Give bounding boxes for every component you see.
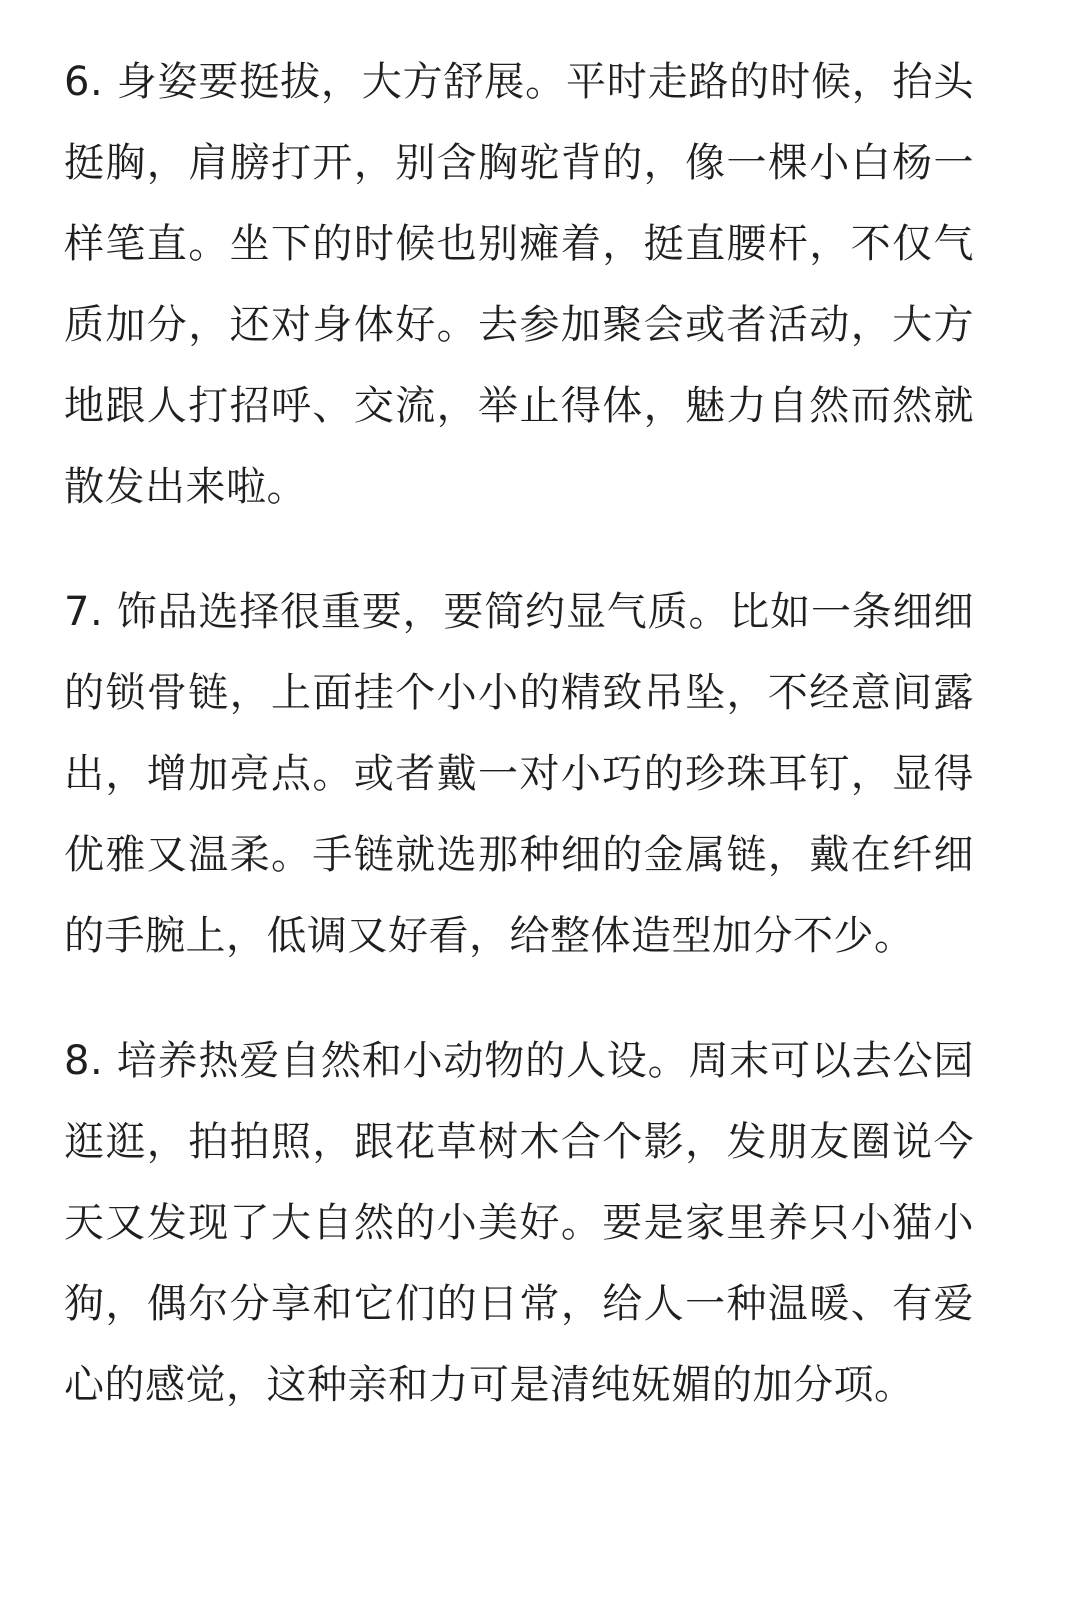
article-body <box>64 42 974 1426</box>
paragraph-tip-7: 7. 饰品选择很重要，要简约显气质。比如一条细细的锁骨链，上面挂个小小的精致吊坠，不经意间露出，增加亮点。或者戴一对小巧的珍珠耳钉，显得优雅又温柔。手链就选那种细的金属链，戴在纤细的手腕上，低调又好看，给整体造型加分不少。 <box>64 589 974 959</box>
paragraph-tip-8: 8. 培养热爱自然和小动物的人设。周末可以去公园逛逛，拍拍照，跟花草树木合个影，发朋友圈说今天又发现了大自然的小美好。要是家里养只小猫小狗，偶尔分享和它们的日常，给人一种温暖、有爱心的感觉，这种亲和力可是清纯妩媚的加分项。 <box>64 1038 974 1408</box>
paragraph-tip-6: 6. 身姿要挺拔，大方舒展。平时走路的时候，抬头挺胸，肩膀打开，别含胸驼背的，像一棵小白杨一样笔直。坐下的时候也别瘫着，挺直腰杆，不仅气质加分，还对身体好。去参加聚会或者活动，大方地跟人打招呼、交流，举止得体，魅力自然而然就散发出来啦。 <box>64 59 974 510</box>
